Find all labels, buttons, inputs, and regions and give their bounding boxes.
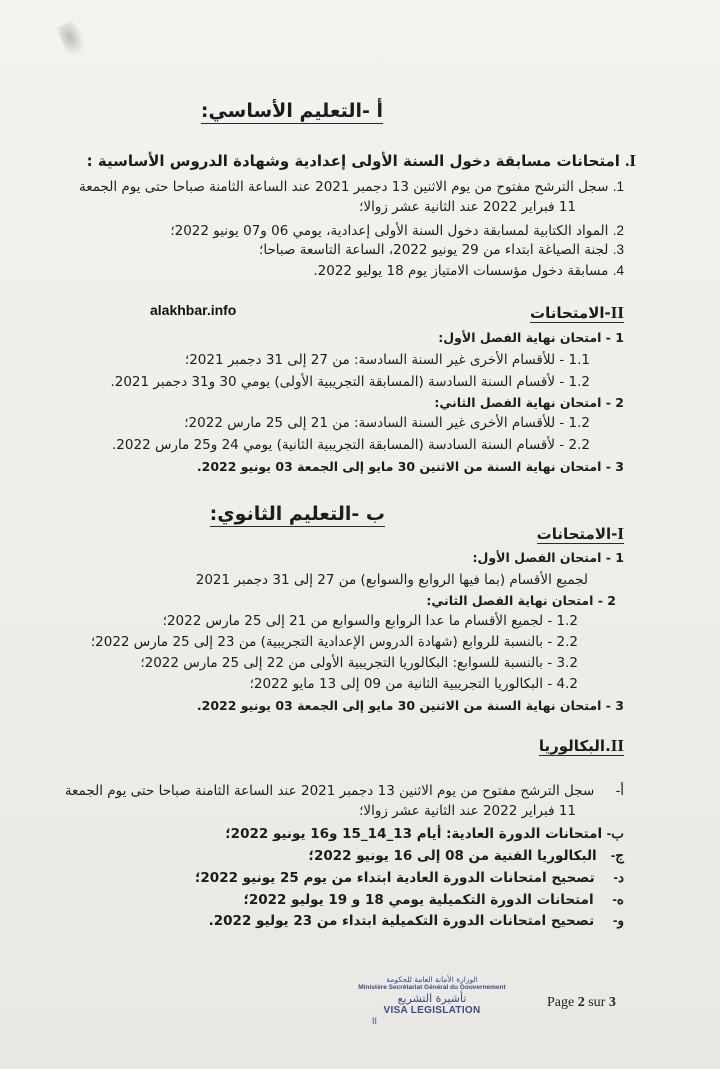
a1-item-2-text: المواد الكتابية لمسابقة دخول السنة الأولى إعدادية، يومي 06 و07 يونيو 2022؛ bbox=[170, 223, 609, 239]
a2-sub1-item-1: 1.1 - للأقسام الأخرى غير السنة السادسة: من 27 إلى 31 دجمبر 2021؛ bbox=[184, 352, 590, 368]
b1-sub3: 3 - امتحان نهاية السنة من الاثنين 30 مايو إلى الجمعة 03 يونيو 2022. bbox=[196, 698, 624, 713]
a1-item-4-marker: 4. bbox=[612, 263, 624, 278]
b2-item-b-marker: ب- bbox=[606, 826, 624, 841]
a1-item-2-marker: 2. bbox=[612, 223, 624, 238]
b2-item-f-marker: و- bbox=[612, 913, 624, 928]
b2-item-e-marker: ه- bbox=[612, 892, 624, 907]
a1-item-1-text: سجل الترشح مفتوح من يوم الاثنين 13 دجمبر 2021 عند الساعة الثامنة صباحا حتى يوم الجمعة bbox=[78, 179, 609, 195]
b1-sub1-heading: 1 - امتحان الفصل الأول: bbox=[472, 550, 624, 565]
b2-item-a bbox=[65, 783, 624, 799]
paper-crease bbox=[56, 19, 90, 59]
section-a1-title: امتحانات مسابقة دخول السنة الأولى إعدادية وشهادة الدروس الأساسية : bbox=[86, 152, 620, 170]
b1-sub2-item-4: 4.2 - البكالوريا التجريبية الثانية من 09 إلى 13 مايو 2022؛ bbox=[249, 676, 578, 692]
section-a1-heading bbox=[87, 151, 636, 171]
page-number bbox=[547, 995, 616, 1011]
b2-item-c-marker: ج- bbox=[610, 848, 624, 863]
site-watermark: alakhbar.info bbox=[150, 302, 237, 318]
a1-item-4-text: مسابقة دخول مؤسسات الامتياز يوم 18 يوليو 2022. bbox=[313, 263, 609, 279]
section-b2-heading bbox=[539, 736, 624, 756]
section-b2-title: .البكالوريا bbox=[538, 737, 611, 755]
section-a2-heading bbox=[530, 303, 624, 323]
page-label: Page bbox=[547, 995, 575, 1010]
a1-item-4 bbox=[313, 263, 624, 279]
section-b1-heading bbox=[537, 524, 624, 544]
b2-item-e bbox=[243, 892, 624, 908]
b2-item-d-text: تصحيح امتحانات الدورة العادية ابتداء من يوم 25 يونيو 2022؛ bbox=[195, 870, 595, 886]
a1-item-3 bbox=[259, 242, 624, 258]
a1-item-1-marker: 1. bbox=[612, 179, 624, 194]
a1-item-2 bbox=[170, 223, 624, 239]
page-total: 3 bbox=[608, 995, 616, 1010]
b2-item-f-text: تصحيح امتحانات الدورة التكميلية ابتداء من 23 يوليو 2022. bbox=[208, 913, 595, 929]
section-b2-number: II bbox=[610, 736, 624, 755]
section-a2-number: II bbox=[610, 303, 624, 322]
section-b-title: ب -التعليم الثانوي: bbox=[209, 503, 385, 525]
b1-sub2-item-1: 1.2 - لجميع الأقسام ما عدا الروابع والسوابع من 21 إلى 25 مارس 2022؛ bbox=[162, 613, 578, 629]
stamp-ministry-arabic: الوزارة الأمانة العامة للحكومة bbox=[386, 975, 478, 984]
page-sep: sur bbox=[588, 995, 606, 1010]
section-a2-title: -الامتحانات bbox=[530, 304, 611, 322]
a2-sub1-item-2: 1.2 - لأقسام السنة السادسة (المسابقة التجريبية الأولى) يومي 30 و31 دجمبر 2021. bbox=[110, 374, 590, 390]
b2-item-b-text: امتحانات الدورة العادية: أيام 13_14_15 و16 يونيو 2022؛ bbox=[225, 826, 603, 842]
a2-sub1-heading: 1 - امتحان نهاية الفصل الأول: bbox=[438, 330, 624, 345]
a2-sub2-item-1: 1.2 - للأقسام الأخرى غير السنة السادسة: من 21 إلى 25 مارس 2022؛ bbox=[184, 415, 590, 431]
b2-item-c bbox=[309, 848, 624, 864]
stamp-visa-french: VISA LEGISLATION bbox=[383, 1005, 481, 1016]
stamp-visa-arabic: تأشيرة التشريع bbox=[397, 992, 467, 1005]
page-current: 2 bbox=[577, 995, 585, 1010]
b2-item-a-marker: أ- bbox=[615, 783, 624, 798]
a2-sub3: 3 - امتحان نهاية السنة من الاثنين 30 مايو إلى الجمعة 03 يونيو 2022. bbox=[196, 459, 624, 474]
b2-item-a-cont: 11 فبراير 2022 عند الثانية عشر زوالا؛ bbox=[359, 803, 576, 819]
b2-item-b bbox=[225, 826, 624, 842]
section-a-title: أ -التعليم الأساسي: bbox=[200, 100, 383, 122]
b2-item-c-text: البكالوريا الفنية من 08 إلى 16 يونيو 2022؛ bbox=[308, 848, 597, 864]
stamp-mark: II bbox=[372, 1016, 378, 1026]
b1-sub2-item-2: 2.2 - بالنسبة للروابع (شهادة الدروس الإعدادية التجريبية) من 23 إلى 25 مارس 2022؛ bbox=[90, 634, 578, 650]
section-b1-number: I bbox=[617, 524, 624, 543]
legislation-visa-stamp bbox=[352, 975, 512, 1016]
stamp-ministry-french: Ministère Secrétariat Général du Gouvernement bbox=[358, 984, 506, 991]
section-a1-number: I. bbox=[625, 151, 636, 170]
section-b1-title: -الامتحانات bbox=[536, 525, 618, 543]
b2-item-a-text: سجل الترشح مفتوح من يوم الاثنين 13 دجمبر 2021 عند الساعة الثامنة صباحا حتى يوم الجمعة bbox=[64, 783, 595, 799]
a1-item-3-marker: 3. bbox=[612, 242, 624, 257]
a2-sub2-heading: 2 - امتحان نهاية الفصل الثاني: bbox=[434, 395, 624, 410]
a2-sub2-item-2: 2.2 - لأقسام السنة السادسة (المسابقة التجريبية الثانية) يومي 24 و25 مارس 2022. bbox=[112, 437, 590, 453]
b2-item-f bbox=[209, 913, 624, 929]
a1-item-1-cont: 11 فبراير 2022 عند الثانية عشر زوالا؛ bbox=[359, 199, 576, 215]
b1-sub2-heading: 2 - امتحان نهاية الفصل الثاني: bbox=[426, 593, 616, 608]
b2-item-d bbox=[195, 870, 624, 886]
b1-sub2-item-3: 3.2 - بالنسبة للسوابع: البكالوريا التجريبية الأولى من 22 إلى 25 مارس 2022؛ bbox=[140, 655, 578, 671]
b2-item-e-text: امتحانات الدورة التكميلية يومي 18 و 19 يوليو 2022؛ bbox=[243, 892, 594, 908]
a1-item-1 bbox=[79, 179, 624, 195]
b2-item-d-marker: د- bbox=[613, 870, 624, 885]
b1-sub1-text: لجميع الأقسام (بما فيها الروابع والسوابع) من 27 إلى 31 دجمبر 2021 bbox=[195, 572, 588, 588]
a1-item-3-text: لجنة الصياغة ابتداء من 29 يونيو 2022، الساعة التاسعة صباحا؛ bbox=[259, 242, 609, 258]
